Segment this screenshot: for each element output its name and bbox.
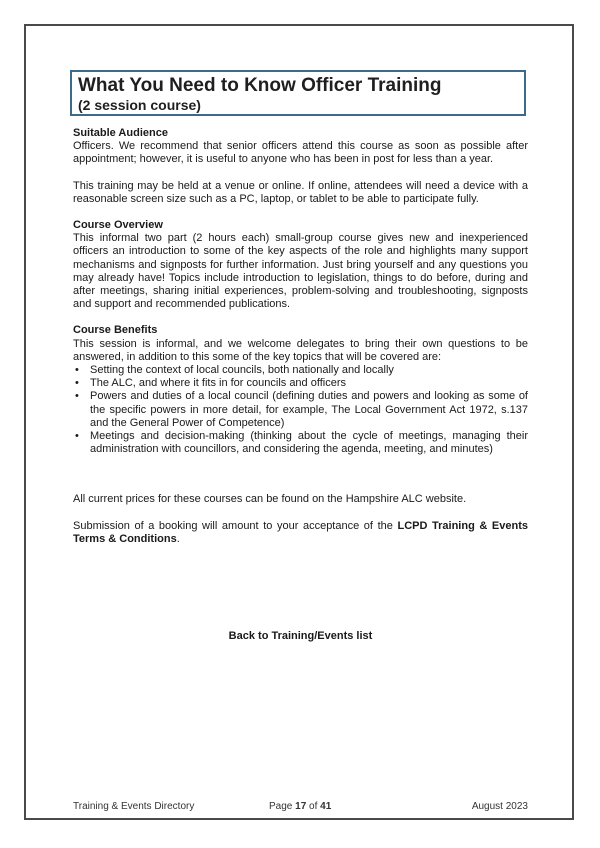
page-subtitle: (2 session course)	[78, 97, 201, 113]
pricing-paragraph: All current prices for these courses can be found on the Hampshire ALC website.	[73, 493, 467, 506]
benefits-heading: Course Benefits	[73, 324, 158, 337]
page-current: 17	[295, 801, 307, 812]
page-prefix: Page	[269, 801, 296, 812]
submission-paragraph	[73, 520, 528, 546]
terms-conditions-link[interactable]: LCPD Training & Events Terms & Conditions	[73, 519, 528, 545]
back-to-events-link[interactable]: Back to Training/Events list	[228, 630, 373, 642]
delivery-paragraph: This training may be held at a venue or online. If online, attendees will need a device with a reasonable screen size such as a PC, laptop, or tablet to be able to participate fully.	[73, 179, 528, 205]
overview-paragraph: This informal two part (2 hours each) small-group course gives new and inexperienced officers an introduction to some of the key aspects of the role and highlights many support mechanisms and signposts for further information. Just bring yourself and any questions you may already have! Topics include introduction to legislation, things to do before, during and after meetings, sharing initial experiences, problem-solving and troubleshooting, signposts and support and recommended publications.	[73, 232, 528, 311]
page-number	[269, 801, 331, 812]
benefits-intro: This session is informal, and we welcome delegates to bring their own questions to be answered, in addition to this some of the key topics that will be covered are:	[73, 337, 528, 363]
overview-heading: Course Overview	[73, 219, 163, 232]
footer-date: August 2023	[471, 801, 528, 812]
benefits-list	[73, 364, 528, 456]
main-content	[73, 127, 528, 546]
title-box	[70, 70, 526, 116]
list-item: • Setting the context of local councils, both nationally and locally	[73, 364, 528, 377]
list-item: • Meetings and decision-making (thinking about the cycle of meetings, managing their administration with councillors, and considering the agenda, meeting, and minutes)	[73, 430, 528, 456]
audience-paragraph: Officers. We recommend that senior officers attend this course as soon as possible after appointment; however, it is useful to anyone who has been in post for less than a year.	[73, 140, 528, 166]
list-item: • The ALC, and where it fits in for councils and officers	[73, 377, 528, 390]
page-title: What You Need to Know Officer Training	[78, 75, 442, 96]
page-total: 41	[320, 801, 332, 812]
footer-directory-label: Training & Events Directory	[73, 801, 195, 812]
audience-heading: Suitable Audience	[73, 127, 168, 139]
page-of: of	[306, 801, 321, 812]
list-item: • Powers and duties of a local council (defining duties and powers and looking as some of the specific powers in more detail, for example, The Local Government Act 1972, s.137 and the General Power of Competence)	[73, 390, 528, 430]
submission-text: Submission of a booking will amount to your acceptance of the	[73, 519, 398, 532]
submission-suffix: .	[176, 532, 180, 545]
